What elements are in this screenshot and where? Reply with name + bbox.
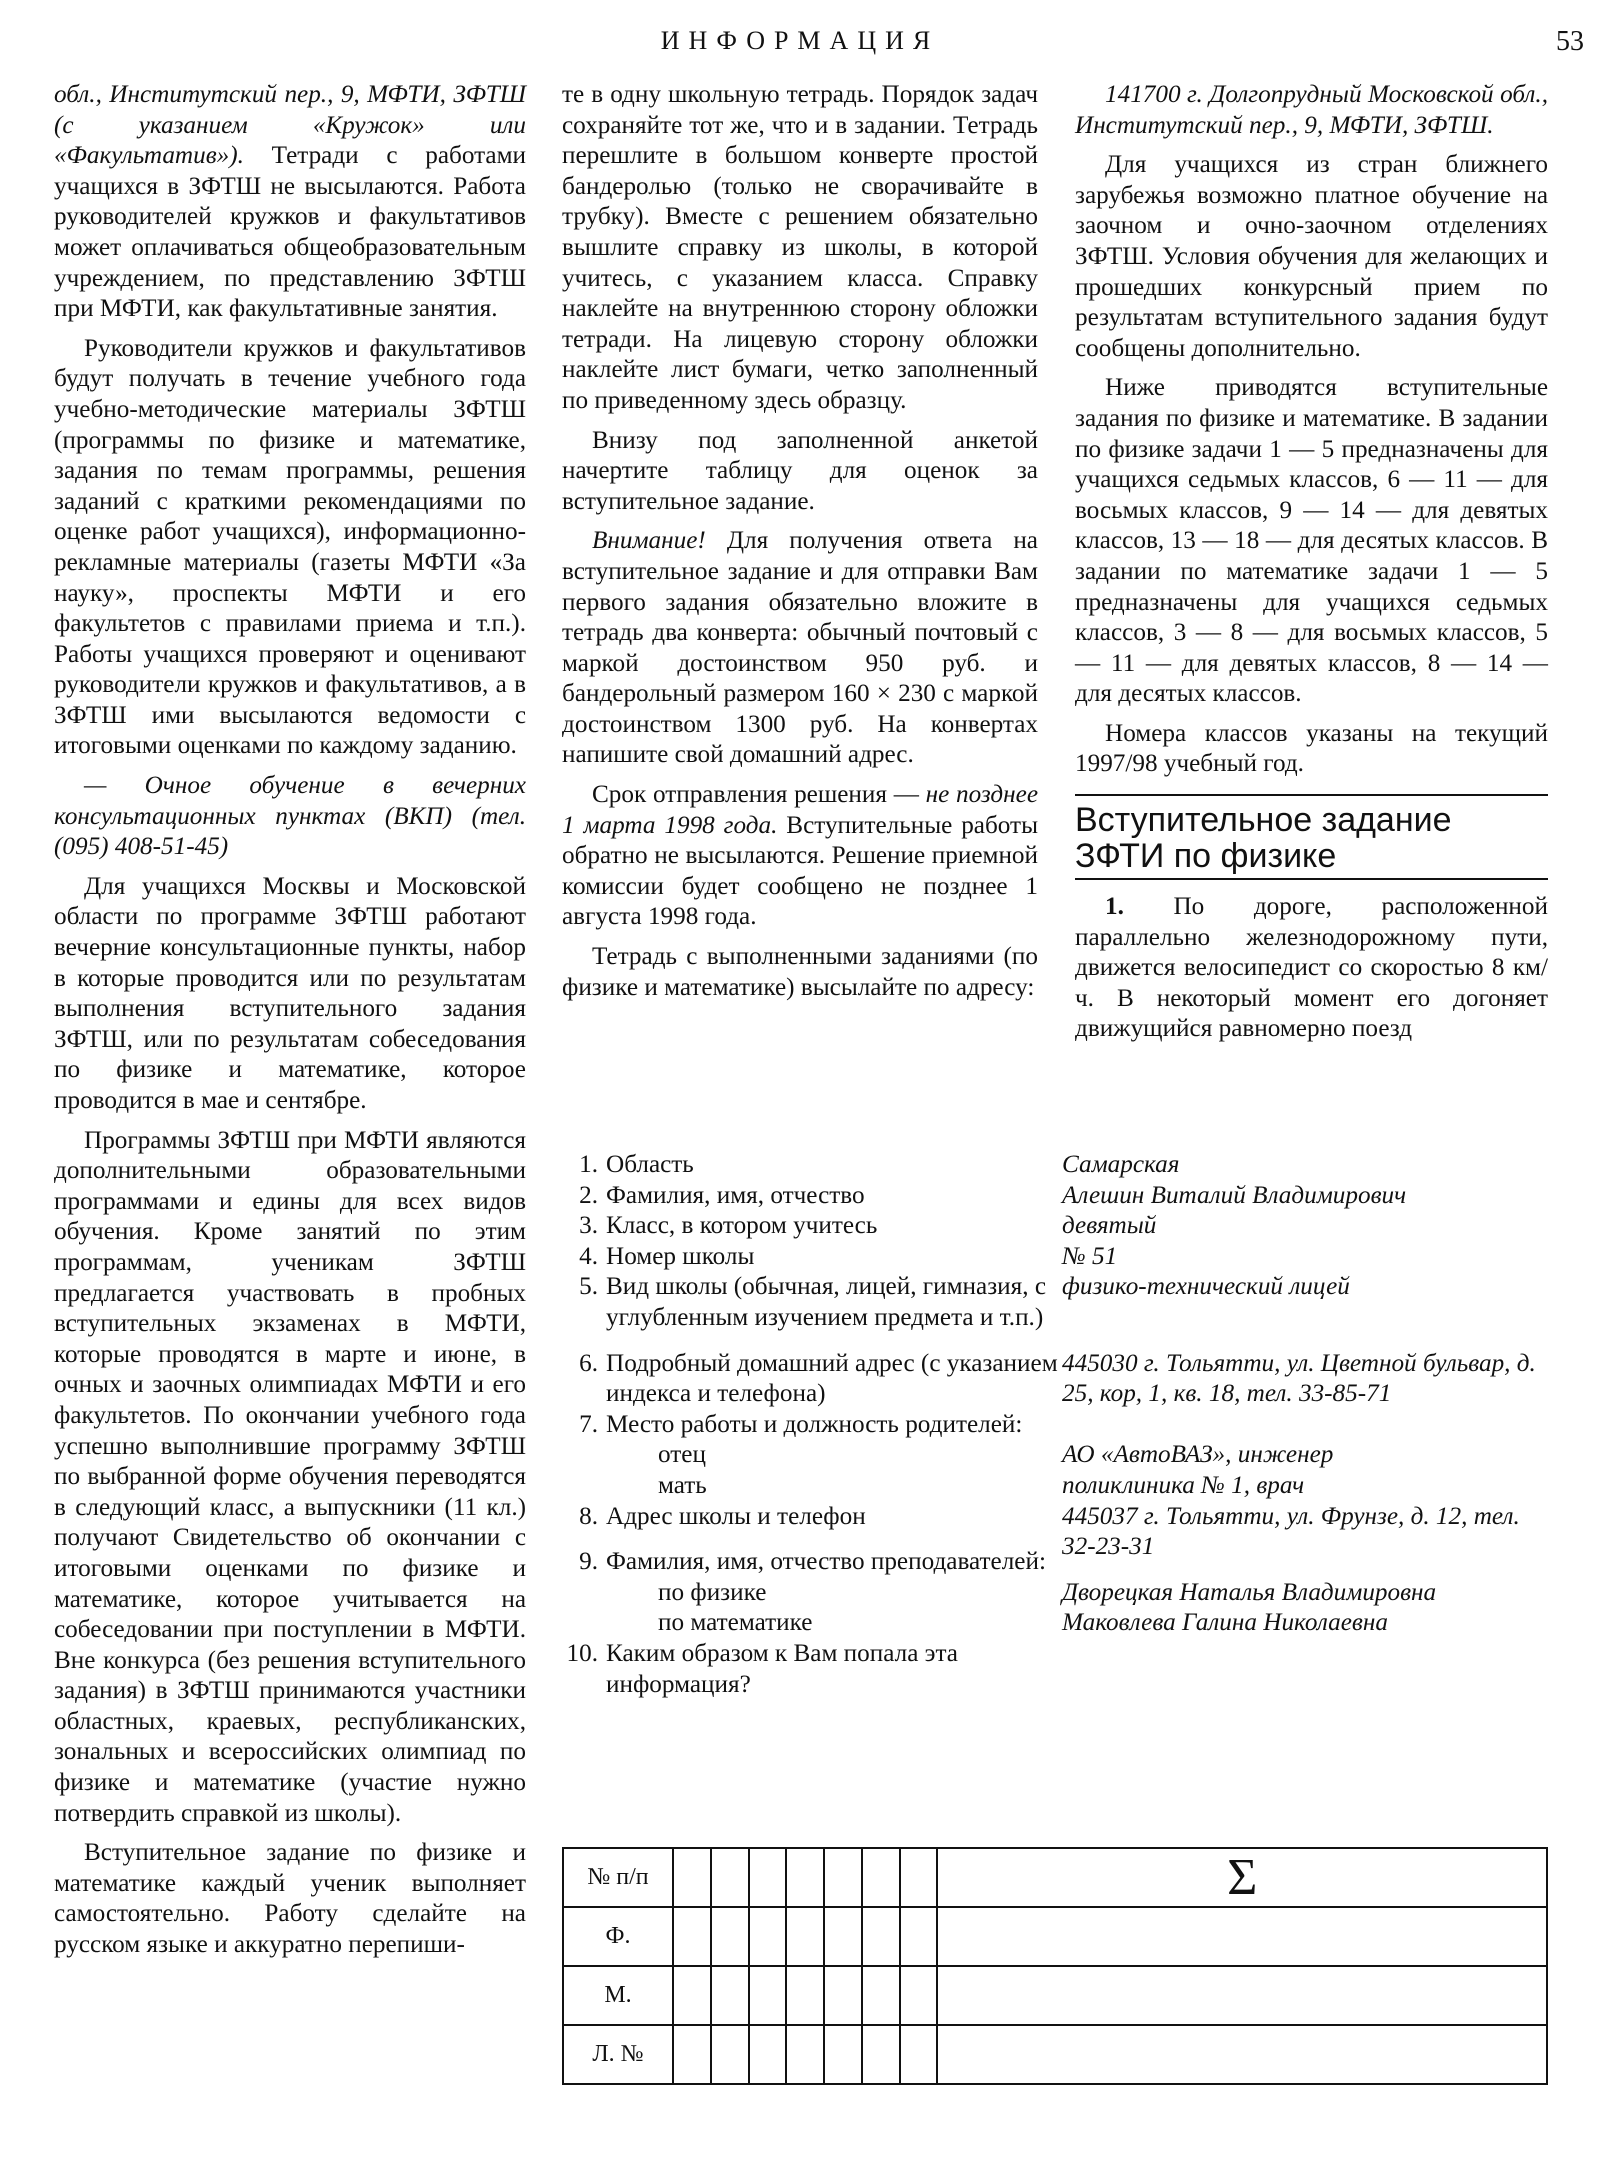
paragraph: Руководители кружков и факультативов будут получать в течение учебного года учебно-методические материалы ЗФТШ (программы по физике и математике, задания по темам программы, решения заданий с краткими рекомендациями по оценке работ учащихся), информационно-рекламные материалы (газеты МФТИ «За науку», проспекты МФТИ и его факультетов с правилами приема и т.п.). Работы учащихся проверяют и оценивают руководители кружков и факультативов, а в ЗФТШ ими высылаются ведомости с итоговыми оценками по каждому заданию. (54, 334, 526, 760)
grade-cell (673, 2025, 711, 2084)
form-question (562, 1639, 1062, 1700)
grade-cell (711, 1907, 749, 1966)
form-answer: физико-технический лицей (1062, 1273, 1350, 1301)
mailing-address: 141700 г. Долгопрудный Московской обл., Институтский пер., 9, МФТИ, ЗФТШ. (1075, 81, 1548, 139)
grade-cell (862, 1966, 900, 2025)
row-label: Л. № (563, 2025, 673, 2084)
paragraph: Номера классов указаны на текущий 1997/98 учебный год. (1075, 719, 1548, 778)
form-answer: Алешин Виталий Владимирович (1062, 1181, 1407, 1209)
grade-cell (749, 2025, 787, 2084)
grade-cell (937, 1966, 1547, 2025)
form-row (562, 1440, 1552, 1471)
grade-cell (711, 2025, 749, 2084)
text: Вступительные работы обратно не высылаются. Решение приемной комиссии будет сообщено не позднее 1 августа 1998 года. (562, 811, 1038, 931)
question-text: Вид школы (обычная, лицей, гимназия, с углубленным изучением предмета и т.п.) (606, 1273, 1046, 1331)
question-number: 7. (579, 1410, 598, 1438)
paragraph: Вступительное задание по физике и математике каждый ученик выполняет самостоятельно. Работу сделайте на русском языке и аккуратно перепиши- (54, 1839, 526, 1959)
question-number: 10. (566, 1639, 598, 1667)
grade-cell (786, 1907, 824, 1966)
form-question (562, 1502, 1062, 1533)
question-number: 1. (579, 1151, 598, 1178)
question-text: Фамилия, имя, отчество (606, 1181, 865, 1209)
grade-cell (786, 1848, 824, 1907)
paragraph (562, 526, 1038, 771)
question-text: Каким образом к Вам попала эта информация? (606, 1639, 958, 1698)
grade-cell (749, 1907, 787, 1966)
question-number: 3. (579, 1212, 598, 1240)
address-italic: обл., Институтский пер., 9, МФТИ, ЗФТШ (с указанием «Кружок» или «Факультатив»). (54, 81, 526, 170)
question-number: 5. (579, 1273, 598, 1301)
sample-form (562, 1150, 1552, 1700)
column-2 (562, 80, 1038, 1003)
form-row (562, 1471, 1552, 1502)
form-answer: № 51 (1062, 1242, 1118, 1270)
form-question (562, 1349, 1062, 1410)
form-row (562, 1410, 1552, 1441)
grade-cell (786, 2025, 824, 2084)
column-3 (1075, 80, 1548, 1045)
form-answer: Дворецкая Наталья Владимировна (1062, 1578, 1437, 1606)
grades-row (563, 1907, 1547, 1966)
question-number: 4. (579, 1242, 598, 1270)
form-row (562, 1547, 1552, 1578)
question-text: Область (606, 1151, 694, 1178)
form-row (562, 1211, 1552, 1242)
question-text: по физике (658, 1578, 767, 1606)
grade-cell (900, 2025, 938, 2084)
form-answer: Маковлева Галина Николаевна (1062, 1609, 1388, 1637)
grade-cell (937, 1907, 1547, 1966)
form-question (562, 1211, 1062, 1242)
form-answer: 445037 г. Тольятти, ул. Фрунзе, д. 12, тел. 32-23-31 (1062, 1502, 1520, 1561)
grade-cell (937, 2025, 1547, 2084)
paragraph: те в одну школьную тетрадь. Порядок задач сохраняйте тот же, что и в задании. Тетрадь перешлите в большом конверте простой бандеролью (только не сворачивайте в трубку). Вместе с решением обязательно вышлите справку из школы, в которой учитесь, с указанием класса. Справку наклейте на внутреннюю сторону обложки тетради. На лицевую сторону обложки наклейте лист бумаги, четко заполненный по приведенному здесь образцу. (562, 81, 1038, 414)
grade-cell (862, 2025, 900, 2084)
question-text: отец (658, 1441, 706, 1469)
grade-cell (711, 1966, 749, 2025)
form-question (562, 1150, 1062, 1181)
question-text: Подробный домашний адрес (с указанием индекса и телефона) (606, 1349, 1058, 1408)
form-question (562, 1578, 1062, 1609)
grade-cell (900, 1907, 938, 1966)
text: Срок отправления решения — (592, 781, 926, 809)
paragraph: Внизу под заполненной анкетой начертите таблицу для оценок за вступительное задание. (562, 426, 1038, 515)
task-text: По дороге, расположенной параллельно железнодорожному пути, движется велосипедист со скоростью 8 км/ч. В некоторый момент его догоняет движущийся равномерно поезд (1075, 893, 1548, 1043)
grade-cell (862, 1907, 900, 1966)
grades-row (563, 1848, 1547, 1907)
form-row (562, 1349, 1552, 1410)
question-text: Фамилия, имя, отчество преподавателей: (606, 1548, 1046, 1576)
form-question (562, 1272, 1062, 1333)
form-question (562, 1181, 1062, 1212)
paragraph (54, 80, 526, 325)
subsection-title: — Очное обучение в вечерних консультационных пунктах (ВКП) (тел. (095) 408-51-45) (54, 772, 526, 861)
question-text: мать (658, 1471, 707, 1499)
deadline: не позднее 1 марта 1998 года. (562, 781, 1038, 839)
paragraph: Для учащихся Москвы и Московской области по программе ЗФТШ работают вечерние консультационные пункты, набор в которые проводится или по результатам выполнения вступительного задания ЗФТШ, или по результатам собеседования по физике и математике, которое проводится в мае и сентябре. (54, 872, 526, 1114)
form-answer: поликлиника № 1, врач (1062, 1471, 1305, 1499)
form-row (562, 1272, 1552, 1333)
text: Для получения ответа на вступительное задание и для отправки Вам первого задания обязательно вложите в тетрадь два конверта: обычный почтовый с маркой достоинством 950 руб. и бандерольный размером 160 × 230 с маркой достоинством 1300 руб. На конвертах напишите свой домашний адрес. (562, 527, 1038, 769)
grade-cell (711, 1848, 749, 1907)
section-title: ИНФОРМАЦИЯ (660, 26, 940, 55)
question-number: 2. (579, 1181, 598, 1209)
form-row (562, 1150, 1552, 1181)
question-number (562, 1608, 606, 1639)
paragraph (562, 780, 1038, 933)
task-number: 1. (1105, 893, 1124, 921)
grade-cell (786, 1966, 824, 2025)
paragraph: Программы ЗФТШ при МФТИ являются дополнительными образовательными программами и едины для всех видов обучения. Кроме занятий по этим программам, ученикам ЗФТШ предлагается участвовать в пробных вступительных экзаменах в МФТИ, которые проводятся в марте и июне, в очных и заочных олимпиадах МФТИ и его факультетов. По окончании учебного года успешно выполнившие программу ЗФТШ по выбранной форме обучения переводятся в следующий класс, а выпускники (11 кл.) получают Свидетельство об окончании с итоговыми оценками по физике и математике, которое учитывается на собеседовании при поступлении в МФТИ. Вне конкурса (без решения вступительного задания) в ЗФТШ принимаются участники областных, краевых, республиканских, зональных и всероссийских олимпиад по физике и математике (участие нужно потвердить справкой из школы). (54, 1126, 526, 1827)
paragraph: Ниже приводятся вступительные задания по физике и математике. В задании по физике задачи 1 — 5 предназначены для учащихся седьмых классов, 6 — 11 — для восьмых классов, 9 — 14 — для девятых классов, 13 — 18 — для десятых классов. В задании по математике задачи 1 — 5 предназначены для учащихся седьмых классов, 3 — 8 — для восьмых классов, 5 — 11 — для девятых классов, 8 — 14 — для десятых классов. (1075, 374, 1548, 708)
question-text: по математике (658, 1609, 813, 1637)
grades-row (563, 2025, 1547, 2084)
grade-cell (673, 1966, 711, 2025)
row-label: М. (563, 1966, 673, 2025)
form-row (562, 1608, 1552, 1639)
grades-row (563, 1966, 1547, 2025)
grade-cell (824, 1907, 862, 1966)
form-answer: 445030 г. Тольятти, ул. Цветной бульвар, д. 25, кор, 1, кв. 18, тел. 33-85-71 (1062, 1349, 1536, 1408)
page-header (0, 26, 1600, 66)
grades-table (562, 1847, 1548, 2085)
form-row (562, 1181, 1552, 1212)
form-question (562, 1547, 1062, 1578)
grade-cell (824, 1848, 862, 1907)
grade-cell (673, 1907, 711, 1966)
form-question (562, 1440, 1062, 1471)
question-number (562, 1578, 606, 1609)
question-number: 6. (579, 1349, 598, 1377)
row-label: № п/п (563, 1848, 673, 1907)
grade-cell (673, 1848, 711, 1907)
form-answer: девятый (1062, 1212, 1157, 1240)
question-number: 8. (579, 1502, 598, 1530)
text: Тетради с работами учащихся в ЗФТШ не высылаются. Работа руководителей кружков и факультативов может оплачиваться общеобразовательным учреждением, по представлению ЗФТШ при МФТИ, как факультативные занятия. (54, 142, 526, 323)
question-text: Место работы и должность родителей: (606, 1410, 1023, 1438)
form-row (562, 1639, 1552, 1700)
grade-cell (824, 1966, 862, 2025)
grade-cell (824, 2025, 862, 2084)
question-number (562, 1471, 606, 1502)
form-answer: АО «АвтоВАЗ», инженер (1062, 1441, 1334, 1469)
question-number (562, 1440, 606, 1471)
grade-cell (862, 1848, 900, 1907)
section-heading: Вступительное задание ЗФТИ по физике (1075, 794, 1548, 880)
question-text: Номер школы (606, 1242, 755, 1270)
form-row (562, 1502, 1552, 1561)
task-paragraph (1075, 892, 1548, 1045)
attention-label: Внимание! (592, 527, 706, 555)
form-question (562, 1242, 1062, 1273)
question-text: Класс, в котором учитесь (606, 1212, 878, 1240)
page-number: 53 (1556, 26, 1584, 57)
form-question (562, 1608, 1062, 1639)
paragraph: Тетрадь с выполненными заданиями (по физике и математике) высылайте по адресу: (562, 943, 1038, 1001)
question-number: 9. (579, 1548, 598, 1576)
form-answer: Самарская (1062, 1151, 1180, 1178)
form-row (562, 1578, 1552, 1609)
form-question (562, 1471, 1062, 1502)
form-row (562, 1242, 1552, 1273)
grade-cell (900, 1848, 938, 1907)
grade-cell (900, 1966, 938, 2025)
question-text: Адрес школы и телефон (606, 1502, 866, 1530)
paragraph: Для учащихся из стран ближнего зарубежья возможно платное обучение на заочном и очно-заочном отделениях ЗФТШ. Условия обучения для желающих и прошедших конкурсный прием по результатам вступительного задания будут сообщены дополнительно. (1075, 151, 1548, 362)
form-question (562, 1410, 1062, 1441)
sum-symbol: Σ (937, 1848, 1547, 1907)
column-1 (54, 80, 526, 1961)
row-label: Ф. (563, 1907, 673, 1966)
grade-cell (749, 1848, 787, 1907)
grade-cell (749, 1966, 787, 2025)
